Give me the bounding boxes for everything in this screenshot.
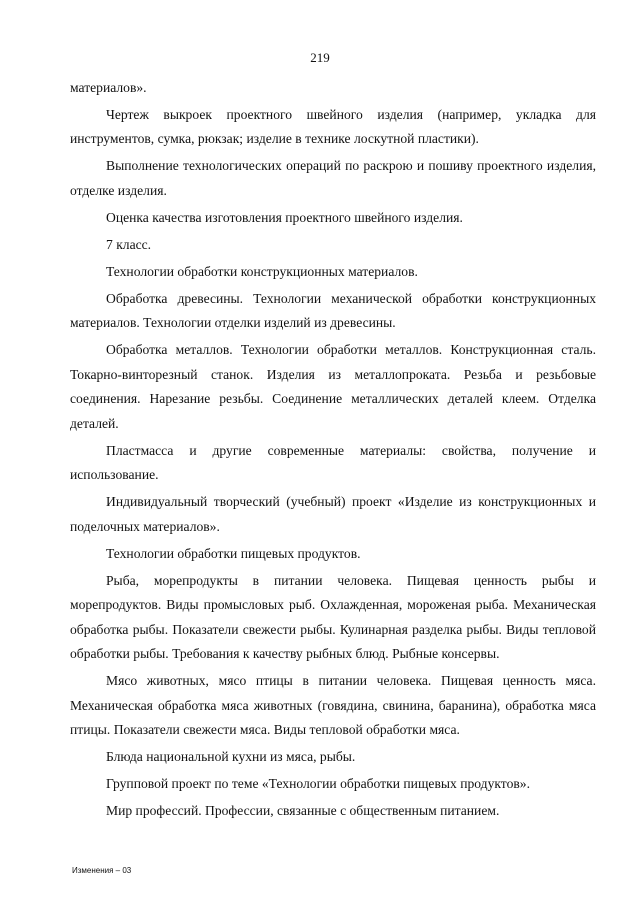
paragraph-individual-project: Индивидуальный творческий (учебный) проект «Изделие из конструкционных и поделочных материалов».: [70, 494, 596, 534]
paragraph-pattern-drawing: Чертеж выкроек проектного швейного изделия (например, укладка для инструментов, сумка, рюкзак; изделие в технике лоскутной пластики).: [70, 106, 596, 147]
paragraph-metal-processing: Обработка металлов. Технологии обработки металлов. Конструкционная сталь. Токарно-винторезный станок. Изделия из металлопроката. Резьба и резьбовые соединения. Нарезание резьбы. Соединение металлических деталей клеем. Отделка деталей.: [70, 342, 596, 431]
paragraph-section-food: Технологии обработки пищевых продуктов.: [106, 545, 361, 561]
paragraph-continuation: материалов».: [70, 80, 147, 95]
paragraph-plastics: Пластмасса и другие современные материалы: свойства, получение и использование.: [70, 442, 596, 483]
paragraph-grade-heading: 7 класс.: [106, 236, 152, 252]
paragraph-wood-processing: Обработка древесины. Технологии механической обработки конструкционных материалов. Технологии отделки изделий из древесины.: [70, 290, 596, 331]
paragraph-professions: Мир профессий. Профессии, связанные с общественным питанием.: [106, 803, 500, 819]
paragraph-meat: Мясо животных, мясо птицы в питании человека. Пищевая ценность мяса. Механическая обработка мяса животных (говядина, свинина, баранина), обработка мяса птицы. Показатели свежести мяса. Виды тепловой обработки мяса.: [70, 673, 596, 738]
paragraph-national-dishes: Блюда национальной кухни из мяса, рыбы.: [106, 749, 356, 765]
page-number: 219: [310, 50, 330, 65]
paragraph-operations: Выполнение технологических операций по раскрою и пошиву проектного изделия, отделке изделия.: [70, 158, 596, 198]
paragraph-group-project: Групповой проект по теме «Технологии обработки пищевых продуктов».: [106, 776, 530, 792]
paragraph-section-materials: Технологии обработки конструкционных материалов.: [106, 263, 418, 279]
paragraph-fish: Рыба, морепродукты в питании человека. Пищевая ценность рыбы и морепродуктов. Виды промысловых рыб. Охлажденная, мороженая рыба. Механическая обработка рыбы. Показатели свежести рыбы. Кулинарная разделка рыбы. Виды тепловой обработки рыбы. Требования к качеству рыбных блюд. Рыбные консервы.: [70, 572, 596, 662]
footer-revision: Изменения – 03: [72, 866, 132, 875]
paragraph-quality-assessment: Оценка качества изготовления проектного швейного изделия.: [106, 209, 463, 225]
document-body: [70, 76, 596, 826]
